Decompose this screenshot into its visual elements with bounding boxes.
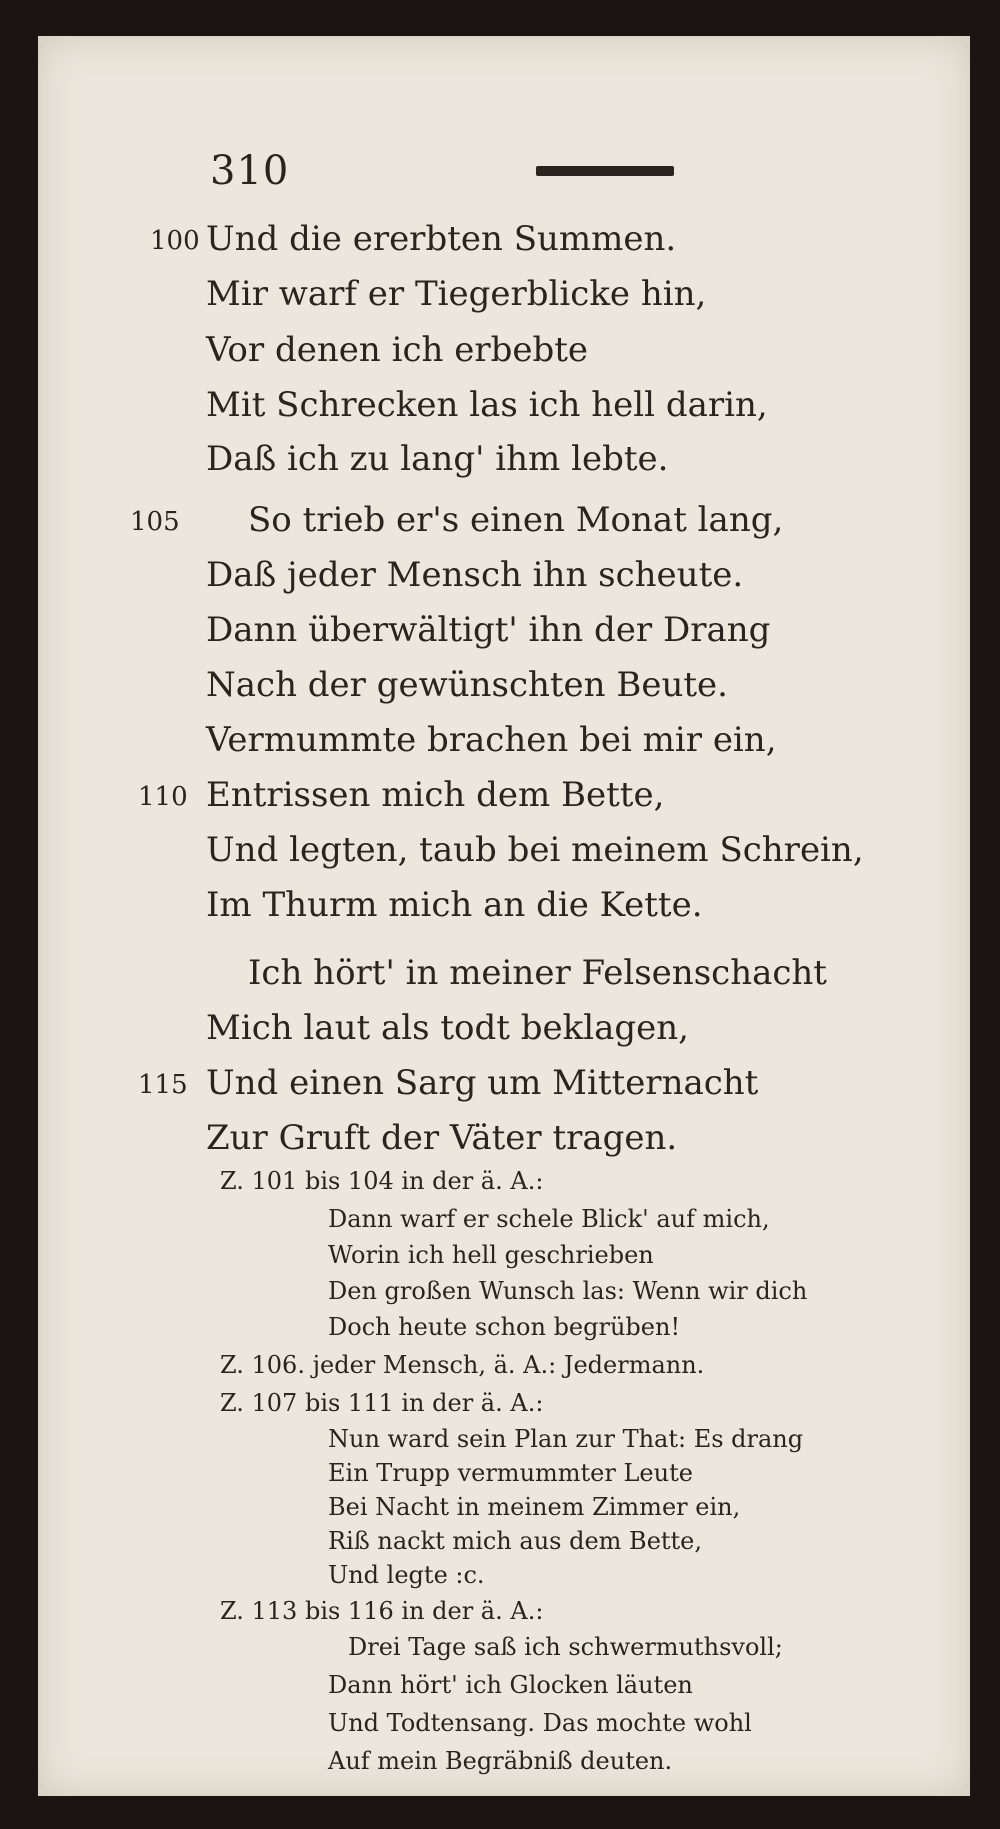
note-reference: Z. 107 bis 111 in der ä. A.: [220, 1389, 544, 1417]
verse-line: Im Thurm mich an die Kette. [206, 885, 703, 925]
verse-line: Dann überwältigt' ihn der Drang [206, 610, 771, 650]
line-number: 115 [138, 1070, 188, 1100]
note-reference: Z. 101 bis 104 in der ä. A.: [220, 1167, 544, 1195]
verse-line: Und legten, taub bei meinem Schrein, [206, 830, 864, 870]
verse-line: Daß jeder Mensch ihn scheute. [206, 555, 744, 595]
verse-line: Nach der gewünschten Beute. [206, 665, 728, 705]
verse-line: Mir warf er Tiegerblicke hin, [206, 274, 707, 314]
note-line: Auf mein Begräbniß deuten. [328, 1747, 673, 1775]
verse-line: Und die ererbten Summen. [206, 219, 677, 259]
verse-line: Vermummte brachen bei mir ein, [206, 720, 777, 760]
page-number: 310 [210, 148, 290, 194]
note-line: Nun ward sein Plan zur That: Es drang [328, 1425, 804, 1453]
note-line: Bei Nacht in meinem Zimmer ein, [328, 1493, 741, 1521]
verse-line: Daß ich zu lang' ihm lebte. [206, 439, 669, 479]
line-number: 105 [130, 507, 180, 537]
note-line: Ein Trupp vermummter Leute [328, 1459, 693, 1487]
verse-line: Ich hört' in meiner Felsenschacht [248, 953, 827, 993]
book-page [38, 36, 970, 1796]
note-line: Riß nackt mich aus dem Bette, [328, 1527, 703, 1555]
note-line: Den großen Wunsch las: Wenn wir dich [328, 1277, 808, 1305]
line-number: 100 [150, 226, 200, 256]
header-rule [536, 166, 674, 176]
note-line: Dann warf er schele Blick' auf mich, [328, 1205, 770, 1233]
note-line: Und legte :c. [328, 1561, 485, 1589]
note-line: Drei Tage saß ich schwermuthsvoll; [348, 1633, 783, 1661]
verse-line: Mit Schrecken las ich hell darin, [206, 385, 768, 425]
line-number: 110 [138, 782, 188, 812]
note-line: Worin ich hell geschrieben [328, 1241, 654, 1269]
verse-line: Zur Gruft der Väter tragen. [206, 1118, 678, 1158]
verse-line: Mich laut als todt beklagen, [206, 1008, 689, 1048]
verse-line: Und einen Sarg um Mitternacht [206, 1063, 759, 1103]
verse-line: Vor denen ich erbebte [206, 330, 589, 370]
verse-line: So trieb er's einen Monat lang, [248, 500, 784, 540]
note-line: Dann hört' ich Glocken läuten [328, 1671, 693, 1699]
note-line: Doch heute schon begrüben! [328, 1313, 681, 1341]
note-reference: Z. 106. jeder Mensch, ä. A.: Jedermann. [220, 1351, 705, 1379]
note-line: Und Todtensang. Das mochte wohl [328, 1709, 752, 1737]
verse-line: Entrissen mich dem Bette, [206, 775, 665, 815]
note-reference: Z. 113 bis 116 in der ä. A.: [220, 1597, 544, 1625]
